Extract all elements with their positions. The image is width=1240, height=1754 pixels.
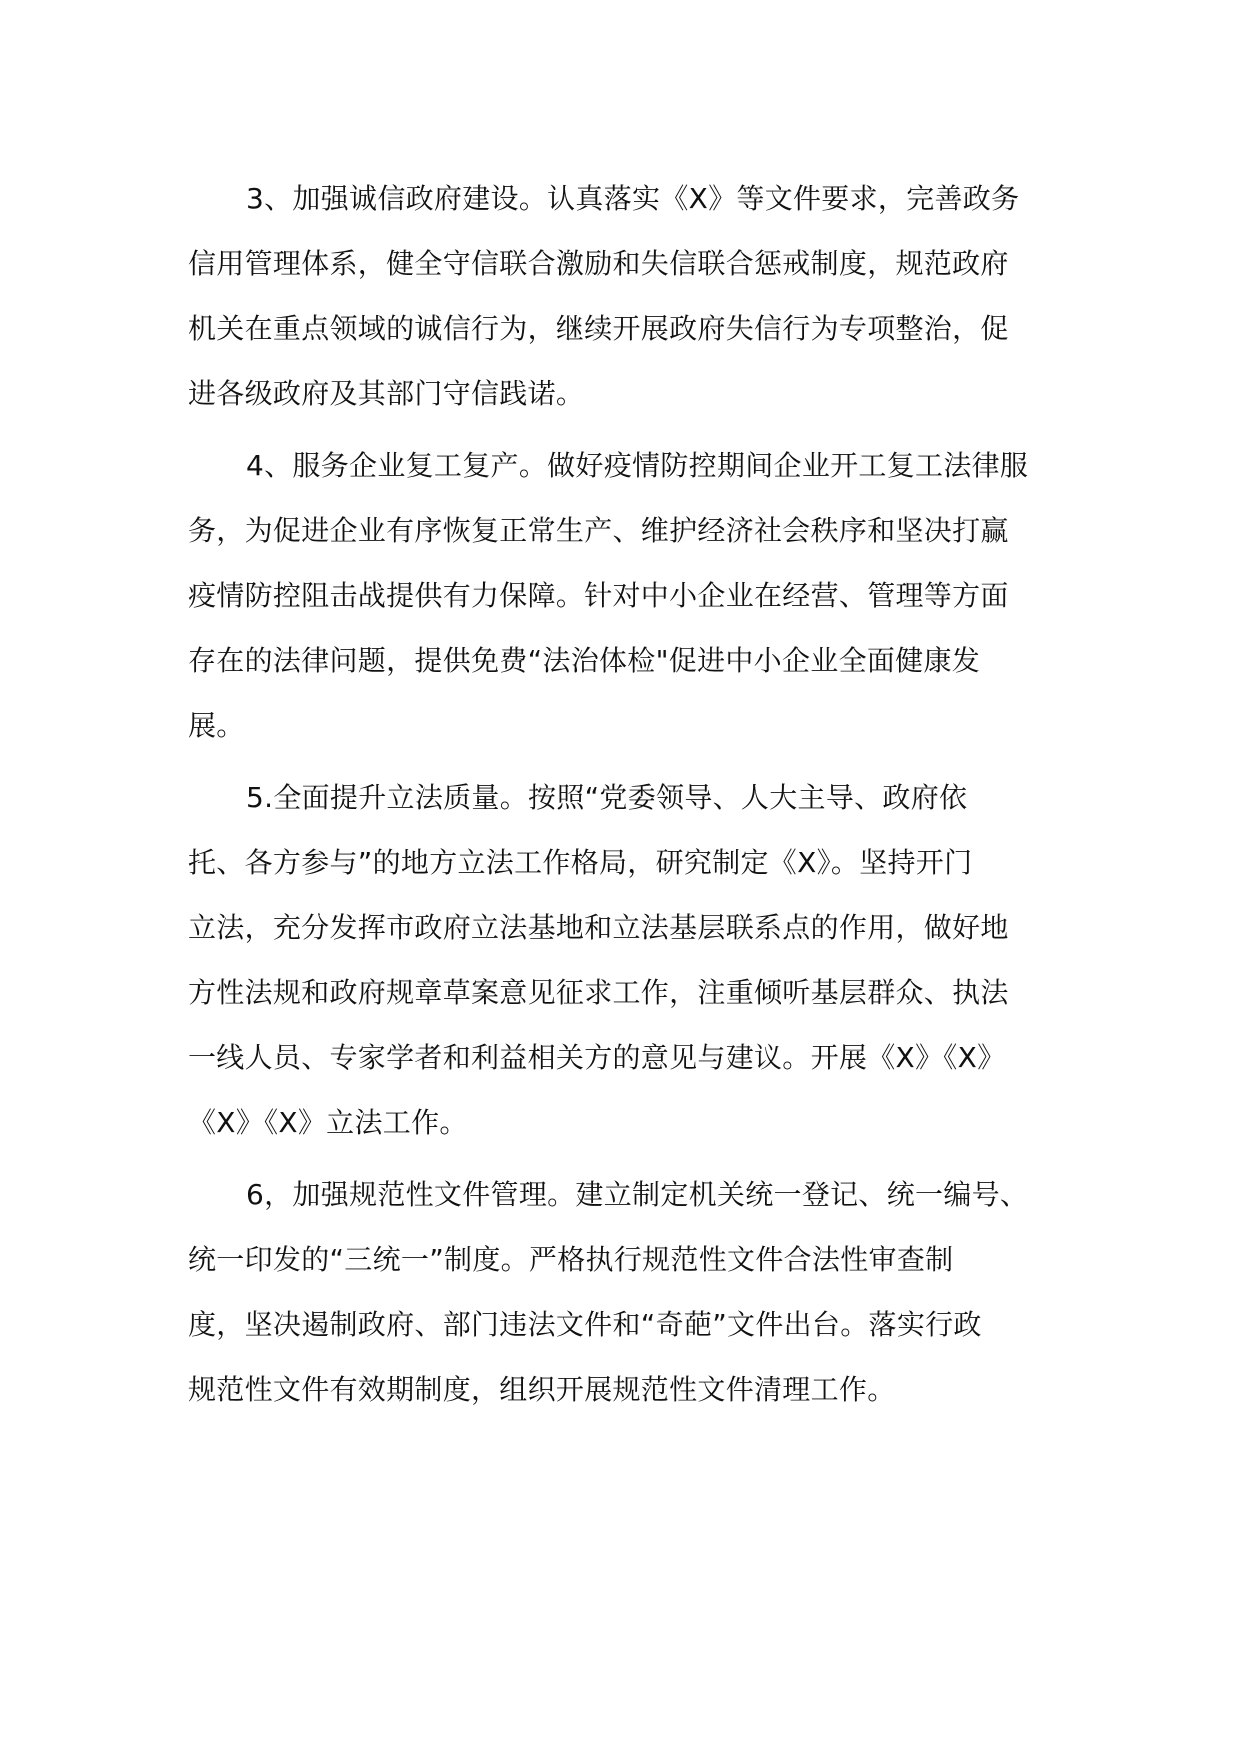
document-body xyxy=(188,166,1068,1429)
paragraph-line: 存在的法律问题，提供免费“法治体检"促进中小企业全面健康发 xyxy=(188,644,981,677)
paragraph-line: 立法，充分发挥市政府立法基地和立法基层联系点的作用，做好地 xyxy=(188,911,1009,944)
paragraph-line: 展。 xyxy=(188,709,245,742)
paragraph-line: 3、加强诚信政府建设。认真落实《X》等文件要求，完善政务 xyxy=(246,182,1020,215)
paragraph-line: 一线人员、专家学者和利益相关方的意见与建议。开展《X》《X》 xyxy=(188,1041,1006,1074)
paragraph-line: 4、服务企业复工复产。做好疫情防控期间企业开工复工法律服 xyxy=(246,449,1029,482)
paragraph-line: 规范性文件有效期制度，组织开展规范性文件清理工作。 xyxy=(188,1373,896,1406)
paragraph-legislation-quality xyxy=(188,765,1068,1155)
paragraph-integrity-government xyxy=(188,166,1068,426)
paragraph-line: 度，坚决遏制政府、部门违法文件和“奇葩”文件出台。落实行政 xyxy=(188,1308,982,1341)
paragraph-line: 方性法规和政府规章草案意见征求工作，注重倾听基层群众、执法 xyxy=(188,976,1009,1009)
paragraph-line: 信用管理体系，健全守信联合激励和失信联合惩戒制度，规范政府 xyxy=(188,247,1009,280)
paragraph-line: 机关在重点领域的诚信行为，继续开展政府失信行为专项整治，促 xyxy=(188,312,1009,345)
paragraph-normative-documents xyxy=(188,1162,1068,1422)
paragraph-line: 统一印发的“三统一”制度。严格执行规范性文件合法性审查制 xyxy=(188,1243,954,1276)
paragraph-line: 6，加强规范性文件管理。建立制定机关统一登记、统一编号、 xyxy=(246,1178,1029,1211)
paragraph-line: 5.全面提升立法质量。按照“党委领导、人大主导、政府依 xyxy=(246,781,968,814)
paragraph-line: 进各级政府及其部门守信践诺。 xyxy=(188,377,585,410)
paragraph-line: 疫情防控阻击战提供有力保障。针对中小企业在经营、管理等方面 xyxy=(188,579,1009,612)
paragraph-line: 《X》《X》立法工作。 xyxy=(188,1106,468,1139)
paragraph-enterprise-resumption xyxy=(188,433,1068,758)
paragraph-line: 托、各方参与”的地方立法工作格局，研究制定《X》。坚持开门 xyxy=(188,846,973,879)
paragraph-line: 务，为促进企业有序恢复正常生产、维护经济社会秩序和坚决打赢 xyxy=(188,514,1009,547)
